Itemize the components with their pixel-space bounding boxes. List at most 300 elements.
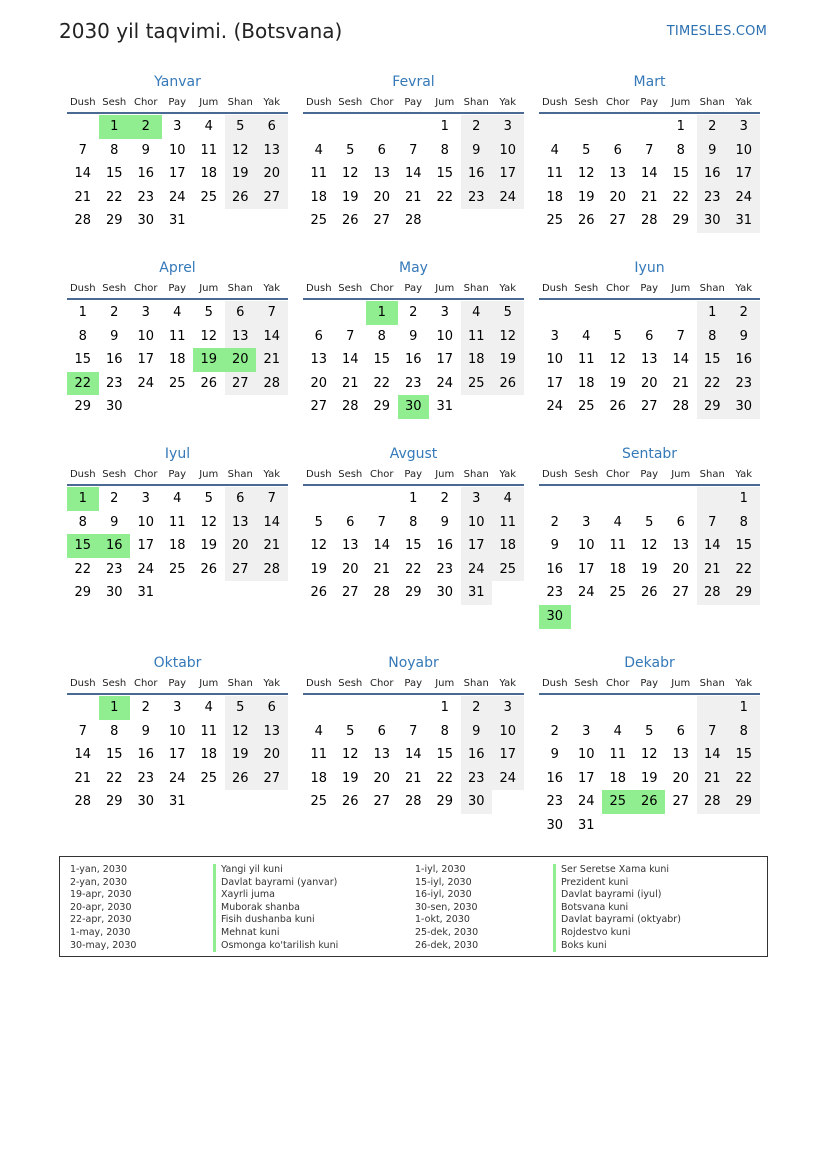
day-cell[interactable]: 10 — [436, 328, 454, 344]
day-cell[interactable]: 10 — [728, 139, 760, 163]
day-cell[interactable]: 24 — [137, 375, 155, 391]
day-cell[interactable]: 11 — [200, 142, 218, 158]
day-cell[interactable]: 6 — [645, 328, 654, 344]
day-cell[interactable]: 8 — [440, 142, 449, 158]
day-cell[interactable]: 22 — [404, 561, 422, 577]
day-cell[interactable]: 20 — [672, 561, 690, 577]
day-cell[interactable]: 3 — [141, 491, 150, 506]
day-cell[interactable]: 8 — [676, 142, 685, 158]
day-cell[interactable]: 22 — [74, 561, 92, 577]
day-cell[interactable]: 4 — [613, 723, 622, 739]
day-cell[interactable]: 25 — [461, 372, 493, 396]
day-cell[interactable]: 30 — [137, 213, 155, 229]
day-cell[interactable]: 14 — [74, 747, 92, 763]
day-cell[interactable]: 8 — [78, 328, 87, 344]
day-cell[interactable]: 22 — [105, 770, 123, 786]
day-cell[interactable]: 15 — [697, 348, 729, 372]
day-cell[interactable]: 7 — [409, 723, 418, 739]
day-cell[interactable]: 29 — [105, 794, 123, 810]
holiday-day-cell[interactable]: 25 — [602, 790, 634, 814]
day-cell[interactable]: 8 — [728, 511, 760, 535]
day-cell[interactable]: 13 — [225, 511, 257, 535]
day-cell[interactable]: 17 — [728, 162, 760, 186]
day-cell[interactable]: 22 — [373, 375, 391, 391]
day-cell[interactable]: 2 — [110, 491, 119, 506]
day-cell[interactable]: 18 — [546, 189, 564, 205]
day-cell[interactable]: 25 — [492, 558, 524, 582]
day-cell[interactable]: 21 — [74, 770, 92, 786]
day-cell[interactable]: 8 — [78, 514, 87, 530]
day-cell[interactable]: 7 — [697, 511, 729, 535]
day-cell[interactable]: 21 — [697, 767, 729, 791]
day-cell[interactable]: 4 — [613, 514, 622, 530]
day-cell[interactable]: 1 — [440, 700, 449, 715]
day-cell[interactable]: 23 — [461, 186, 493, 210]
day-cell[interactable]: 24 — [137, 561, 155, 577]
day-cell[interactable]: 8 — [377, 328, 386, 344]
day-cell[interactable]: 9 — [697, 139, 729, 163]
day-cell[interactable]: 20 — [341, 561, 359, 577]
day-cell[interactable]: 18 — [310, 770, 328, 786]
day-cell[interactable]: 21 — [373, 561, 391, 577]
day-cell[interactable]: 6 — [256, 115, 288, 139]
day-cell[interactable]: 24 — [168, 770, 186, 786]
day-cell[interactable]: 14 — [256, 511, 288, 535]
day-cell[interactable]: 13 — [256, 720, 288, 744]
day-cell[interactable]: 19 — [640, 770, 658, 786]
day-cell[interactable]: 7 — [377, 514, 386, 530]
day-cell[interactable]: 19 — [577, 189, 595, 205]
day-cell[interactable]: 2 — [110, 305, 119, 320]
day-cell[interactable]: 4 — [173, 305, 182, 320]
day-cell[interactable]: 21 — [74, 189, 92, 205]
day-cell[interactable]: 31 — [137, 585, 155, 601]
day-cell[interactable]: 24 — [461, 558, 493, 582]
day-cell[interactable]: 16 — [436, 538, 454, 554]
day-cell[interactable]: 27 — [256, 186, 288, 210]
day-cell[interactable]: 10 — [137, 514, 155, 530]
day-cell[interactable]: 24 — [546, 399, 564, 415]
day-cell[interactable]: 12 — [225, 139, 257, 163]
day-cell[interactable]: 23 — [404, 375, 422, 391]
day-cell[interactable]: 25 — [310, 213, 328, 229]
day-cell[interactable]: 31 — [461, 581, 493, 605]
day-cell[interactable]: 10 — [577, 747, 595, 763]
day-cell[interactable]: 21 — [697, 558, 729, 582]
holiday-day-cell[interactable]: 30 — [539, 605, 571, 629]
day-cell[interactable]: 25 — [546, 213, 564, 229]
day-cell[interactable]: 26 — [577, 213, 595, 229]
day-cell[interactable]: 29 — [373, 399, 391, 415]
day-cell[interactable]: 12 — [640, 747, 658, 763]
day-cell[interactable]: 28 — [373, 585, 391, 601]
day-cell[interactable]: 2 — [697, 115, 729, 139]
day-cell[interactable]: 29 — [728, 790, 760, 814]
day-cell[interactable]: 11 — [492, 511, 524, 535]
day-cell[interactable]: 24 — [436, 375, 454, 391]
day-cell[interactable]: 28 — [672, 399, 690, 415]
day-cell[interactable]: 14 — [697, 534, 729, 558]
day-cell[interactable]: 23 — [697, 186, 729, 210]
day-cell[interactable]: 20 — [310, 375, 328, 391]
day-cell[interactable]: 20 — [256, 162, 288, 186]
day-cell[interactable]: 3 — [440, 305, 449, 320]
day-cell[interactable]: 9 — [550, 538, 559, 554]
day-cell[interactable]: 8 — [110, 142, 119, 158]
day-cell[interactable]: 22 — [436, 189, 454, 205]
day-cell[interactable]: 28 — [404, 794, 422, 810]
day-cell[interactable]: 24 — [728, 186, 760, 210]
day-cell[interactable]: 23 — [105, 561, 123, 577]
day-cell[interactable]: 20 — [609, 189, 627, 205]
day-cell[interactable]: 14 — [697, 743, 729, 767]
day-cell[interactable]: 20 — [373, 770, 391, 786]
day-cell[interactable]: 23 — [546, 585, 564, 601]
day-cell[interactable]: 13 — [373, 747, 391, 763]
day-cell[interactable]: 27 — [640, 399, 658, 415]
day-cell[interactable]: 28 — [697, 790, 729, 814]
day-cell[interactable]: 15 — [436, 166, 454, 182]
day-cell[interactable]: 18 — [310, 189, 328, 205]
day-cell[interactable]: 29 — [404, 585, 422, 601]
day-cell[interactable]: 20 — [640, 375, 658, 391]
day-cell[interactable]: 24 — [492, 186, 524, 210]
day-cell[interactable]: 15 — [728, 743, 760, 767]
day-cell[interactable]: 19 — [341, 770, 359, 786]
day-cell[interactable]: 7 — [256, 301, 288, 325]
day-cell[interactable]: 17 — [436, 352, 454, 368]
holiday-day-cell[interactable]: 20 — [225, 348, 257, 372]
day-cell[interactable]: 23 — [728, 372, 760, 396]
day-cell[interactable]: 10 — [492, 139, 524, 163]
day-cell[interactable]: 23 — [137, 189, 155, 205]
day-cell[interactable]: 15 — [728, 534, 760, 558]
day-cell[interactable]: 26 — [225, 767, 257, 791]
day-cell[interactable]: 6 — [256, 696, 288, 720]
day-cell[interactable]: 31 — [436, 399, 454, 415]
day-cell[interactable]: 15 — [105, 166, 123, 182]
day-cell[interactable]: 25 — [168, 375, 186, 391]
day-cell[interactable]: 4 — [314, 723, 323, 739]
day-cell[interactable]: 5 — [645, 723, 654, 739]
day-cell[interactable]: 7 — [409, 142, 418, 158]
day-cell[interactable]: 27 — [310, 399, 328, 415]
day-cell[interactable]: 17 — [577, 770, 595, 786]
day-cell[interactable]: 15 — [672, 166, 690, 182]
holiday-day-cell[interactable]: 1 — [99, 696, 131, 720]
day-cell[interactable]: 10 — [546, 352, 564, 368]
day-cell[interactable]: 11 — [609, 747, 627, 763]
day-cell[interactable]: 2 — [461, 696, 493, 720]
day-cell[interactable]: 14 — [404, 747, 422, 763]
day-cell[interactable]: 26 — [341, 213, 359, 229]
day-cell[interactable]: 10 — [492, 720, 524, 744]
holiday-day-cell[interactable]: 1 — [99, 115, 131, 139]
day-cell[interactable]: 26 — [341, 794, 359, 810]
day-cell[interactable]: 10 — [168, 723, 186, 739]
day-cell[interactable]: 21 — [404, 770, 422, 786]
day-cell[interactable]: 25 — [168, 561, 186, 577]
day-cell[interactable]: 22 — [672, 189, 690, 205]
day-cell[interactable]: 30 — [137, 794, 155, 810]
day-cell[interactable]: 15 — [373, 352, 391, 368]
holiday-day-cell[interactable]: 15 — [67, 534, 99, 558]
day-cell[interactable]: 27 — [341, 585, 359, 601]
day-cell[interactable]: 12 — [225, 720, 257, 744]
day-cell[interactable]: 28 — [256, 372, 288, 396]
day-cell[interactable]: 3 — [550, 328, 559, 344]
day-cell[interactable]: 18 — [609, 561, 627, 577]
day-cell[interactable]: 9 — [461, 139, 493, 163]
day-cell[interactable]: 1 — [728, 696, 760, 720]
day-cell[interactable]: 18 — [200, 166, 218, 182]
day-cell[interactable]: 15 — [436, 747, 454, 763]
day-cell[interactable]: 17 — [168, 747, 186, 763]
day-cell[interactable]: 18 — [168, 352, 186, 368]
day-cell[interactable]: 18 — [609, 770, 627, 786]
day-cell[interactable]: 9 — [461, 720, 493, 744]
day-cell[interactable]: 17 — [461, 534, 493, 558]
day-cell[interactable]: 20 — [256, 743, 288, 767]
day-cell[interactable]: 4 — [582, 328, 591, 344]
day-cell[interactable]: 7 — [256, 487, 288, 511]
day-cell[interactable]: 20 — [672, 770, 690, 786]
day-cell[interactable]: 15 — [105, 747, 123, 763]
day-cell[interactable]: 4 — [204, 119, 213, 134]
day-cell[interactable]: 4 — [461, 301, 493, 325]
day-cell[interactable]: 26 — [492, 372, 524, 396]
day-cell[interactable]: 3 — [461, 487, 493, 511]
day-cell[interactable]: 11 — [310, 747, 328, 763]
day-cell[interactable]: 18 — [168, 538, 186, 554]
day-cell[interactable]: 6 — [676, 723, 685, 739]
day-cell[interactable]: 24 — [577, 794, 595, 810]
day-cell[interactable]: 31 — [168, 213, 186, 229]
day-cell[interactable]: 30 — [546, 817, 564, 833]
day-cell[interactable]: 9 — [110, 514, 119, 530]
day-cell[interactable]: 16 — [105, 352, 123, 368]
day-cell[interactable]: 23 — [461, 767, 493, 791]
day-cell[interactable]: 6 — [225, 487, 257, 511]
day-cell[interactable]: 31 — [168, 794, 186, 810]
day-cell[interactable]: 5 — [204, 305, 213, 320]
day-cell[interactable]: 7 — [78, 142, 87, 158]
day-cell[interactable]: 13 — [256, 139, 288, 163]
day-cell[interactable]: 12 — [341, 747, 359, 763]
holiday-day-cell[interactable]: 1 — [67, 487, 99, 511]
day-cell[interactable]: 12 — [609, 352, 627, 368]
day-cell[interactable]: 1 — [440, 119, 449, 134]
day-cell[interactable]: 3 — [492, 115, 524, 139]
day-cell[interactable]: 11 — [168, 328, 186, 344]
day-cell[interactable]: 5 — [204, 491, 213, 506]
day-cell[interactable]: 29 — [74, 399, 92, 415]
day-cell[interactable]: 5 — [346, 723, 355, 739]
day-cell[interactable]: 19 — [640, 561, 658, 577]
day-cell[interactable]: 27 — [672, 585, 690, 601]
day-cell[interactable]: 11 — [546, 166, 564, 182]
day-cell[interactable]: 21 — [341, 375, 359, 391]
day-cell[interactable]: 27 — [373, 794, 391, 810]
day-cell[interactable]: 28 — [341, 399, 359, 415]
day-cell[interactable]: 9 — [110, 328, 119, 344]
day-cell[interactable]: 3 — [582, 514, 591, 530]
day-cell[interactable]: 19 — [225, 743, 257, 767]
day-cell[interactable]: 19 — [609, 375, 627, 391]
day-cell[interactable]: 19 — [225, 162, 257, 186]
day-cell[interactable]: 13 — [672, 538, 690, 554]
day-cell[interactable]: 10 — [168, 142, 186, 158]
day-cell[interactable]: 9 — [141, 723, 150, 739]
day-cell[interactable]: 4 — [492, 487, 524, 511]
day-cell[interactable]: 8 — [728, 720, 760, 744]
day-cell[interactable]: 29 — [672, 213, 690, 229]
day-cell[interactable]: 14 — [404, 166, 422, 182]
day-cell[interactable]: 3 — [173, 700, 182, 715]
day-cell[interactable]: 13 — [373, 166, 391, 182]
day-cell[interactable]: 4 — [204, 700, 213, 715]
day-cell[interactable]: 3 — [173, 119, 182, 134]
day-cell[interactable]: 6 — [377, 142, 386, 158]
day-cell[interactable]: 1 — [676, 119, 685, 134]
day-cell[interactable]: 13 — [609, 166, 627, 182]
day-cell[interactable]: 5 — [613, 328, 622, 344]
day-cell[interactable]: 11 — [461, 325, 493, 349]
day-cell[interactable]: 30 — [697, 209, 729, 233]
day-cell[interactable]: 9 — [440, 514, 449, 530]
day-cell[interactable]: 2 — [550, 723, 559, 739]
day-cell[interactable]: 9 — [728, 325, 760, 349]
day-cell[interactable]: 6 — [377, 723, 386, 739]
day-cell[interactable]: 11 — [168, 514, 186, 530]
day-cell[interactable]: 16 — [546, 561, 564, 577]
day-cell[interactable]: 18 — [461, 348, 493, 372]
day-cell[interactable]: 22 — [436, 770, 454, 786]
day-cell[interactable]: 29 — [105, 213, 123, 229]
day-cell[interactable]: 10 — [137, 328, 155, 344]
day-cell[interactable]: 22 — [105, 189, 123, 205]
day-cell[interactable]: 6 — [613, 142, 622, 158]
day-cell[interactable]: 15 — [404, 538, 422, 554]
day-cell[interactable]: 7 — [645, 142, 654, 158]
day-cell[interactable]: 17 — [137, 352, 155, 368]
day-cell[interactable]: 17 — [492, 162, 524, 186]
day-cell[interactable]: 31 — [577, 817, 595, 833]
day-cell[interactable]: 29 — [74, 585, 92, 601]
holiday-day-cell[interactable]: 19 — [193, 348, 225, 372]
day-cell[interactable]: 7 — [676, 328, 685, 344]
day-cell[interactable]: 17 — [492, 743, 524, 767]
day-cell[interactable]: 30 — [436, 585, 454, 601]
day-cell[interactable]: 19 — [492, 348, 524, 372]
day-cell[interactable]: 12 — [341, 166, 359, 182]
day-cell[interactable]: 3 — [141, 305, 150, 320]
day-cell[interactable]: 27 — [256, 767, 288, 791]
day-cell[interactable]: 6 — [314, 328, 323, 344]
day-cell[interactable]: 11 — [609, 538, 627, 554]
day-cell[interactable]: 17 — [546, 375, 564, 391]
day-cell[interactable]: 21 — [672, 375, 690, 391]
day-cell[interactable]: 12 — [577, 166, 595, 182]
day-cell[interactable]: 11 — [577, 352, 595, 368]
day-cell[interactable]: 25 — [200, 189, 218, 205]
holiday-day-cell[interactable]: 26 — [634, 790, 666, 814]
holiday-day-cell[interactable]: 2 — [130, 115, 162, 139]
day-cell[interactable]: 28 — [74, 213, 92, 229]
day-cell[interactable]: 4 — [550, 142, 559, 158]
day-cell[interactable]: 5 — [492, 301, 524, 325]
site-link[interactable]: TIMESLES.COM — [666, 24, 767, 39]
day-cell[interactable]: 16 — [461, 162, 493, 186]
day-cell[interactable]: 2 — [141, 700, 150, 715]
day-cell[interactable]: 28 — [404, 213, 422, 229]
day-cell[interactable]: 5 — [225, 115, 257, 139]
day-cell[interactable]: 31 — [728, 209, 760, 233]
day-cell[interactable]: 25 — [577, 399, 595, 415]
holiday-day-cell[interactable]: 30 — [398, 395, 430, 419]
day-cell[interactable]: 13 — [341, 538, 359, 554]
day-cell[interactable]: 15 — [74, 352, 92, 368]
day-cell[interactable]: 2 — [728, 301, 760, 325]
day-cell[interactable]: 27 — [225, 558, 257, 582]
day-cell[interactable]: 8 — [697, 325, 729, 349]
day-cell[interactable]: 14 — [256, 325, 288, 349]
day-cell[interactable]: 21 — [256, 534, 288, 558]
day-cell[interactable]: 3 — [582, 723, 591, 739]
day-cell[interactable]: 8 — [409, 514, 418, 530]
day-cell[interactable]: 26 — [640, 585, 658, 601]
day-cell[interactable]: 30 — [105, 585, 123, 601]
day-cell[interactable]: 18 — [492, 534, 524, 558]
day-cell[interactable]: 17 — [168, 166, 186, 182]
day-cell[interactable]: 5 — [225, 696, 257, 720]
day-cell[interactable]: 28 — [640, 213, 658, 229]
day-cell[interactable]: 6 — [676, 514, 685, 530]
day-cell[interactable]: 28 — [256, 558, 288, 582]
day-cell[interactable]: 5 — [645, 514, 654, 530]
day-cell[interactable]: 16 — [728, 348, 760, 372]
day-cell[interactable]: 9 — [141, 142, 150, 158]
day-cell[interactable]: 2 — [409, 305, 418, 320]
day-cell[interactable]: 27 — [373, 213, 391, 229]
holiday-day-cell[interactable]: 16 — [99, 534, 131, 558]
day-cell[interactable]: 25 — [310, 794, 328, 810]
day-cell[interactable]: 18 — [577, 375, 595, 391]
day-cell[interactable]: 30 — [461, 790, 493, 814]
day-cell[interactable]: 12 — [492, 325, 524, 349]
day-cell[interactable]: 22 — [728, 558, 760, 582]
day-cell[interactable]: 19 — [310, 561, 328, 577]
day-cell[interactable]: 26 — [200, 561, 218, 577]
day-cell[interactable]: 29 — [697, 395, 729, 419]
day-cell[interactable]: 29 — [436, 794, 454, 810]
day-cell[interactable]: 2 — [461, 115, 493, 139]
holiday-day-cell[interactable]: 22 — [67, 372, 99, 396]
day-cell[interactable]: 25 — [200, 770, 218, 786]
day-cell[interactable]: 3 — [492, 696, 524, 720]
day-cell[interactable]: 16 — [697, 162, 729, 186]
day-cell[interactable]: 12 — [640, 538, 658, 554]
day-cell[interactable]: 8 — [110, 723, 119, 739]
day-cell[interactable]: 27 — [609, 213, 627, 229]
day-cell[interactable]: 17 — [577, 561, 595, 577]
day-cell[interactable]: 19 — [200, 538, 218, 554]
day-cell[interactable]: 28 — [697, 581, 729, 605]
day-cell[interactable]: 24 — [168, 189, 186, 205]
day-cell[interactable]: 5 — [314, 514, 323, 530]
day-cell[interactable]: 23 — [436, 561, 454, 577]
day-cell[interactable]: 4 — [314, 142, 323, 158]
